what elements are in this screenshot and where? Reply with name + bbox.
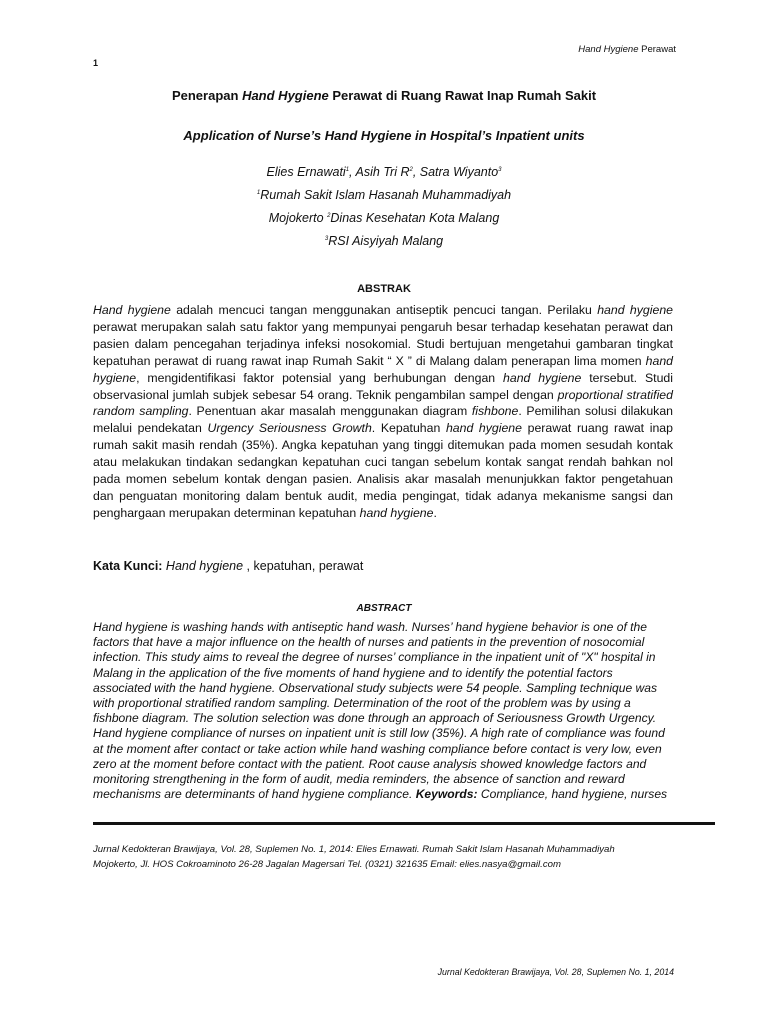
kata-kunci bbox=[93, 559, 673, 573]
author-2-sup: 2 bbox=[409, 166, 413, 173]
abstrak-heading: ABSTRAK bbox=[357, 283, 411, 295]
affiliation-2-text-a: Mojokerto bbox=[268, 211, 328, 225]
abstrak-seg: Hand hygiene bbox=[93, 303, 171, 317]
abstrak-seg: hand hygiene bbox=[597, 303, 673, 317]
abstract-heading: ABSTRACT bbox=[356, 603, 412, 614]
affiliation-2-text-b: Dinas Kesehatan Kota Malang bbox=[330, 211, 500, 225]
abstrak-seg: , mengidentifikasi faktor potensial yang berhubungan dengan bbox=[136, 370, 504, 385]
footnote-line-2: Mojokerto, Jl. HOS Cokroaminoto 26-28 Jagalan Magersari Tel. (0321) 321635 Email: elies.nasya@gmail.com bbox=[93, 859, 561, 870]
abstract-body bbox=[93, 620, 673, 802]
running-head-italic: Hand Hygiene bbox=[578, 44, 639, 55]
page-number: 1 bbox=[93, 58, 99, 68]
author-2: , Asih Tri R bbox=[349, 165, 410, 179]
affiliation-1 bbox=[0, 188, 768, 202]
abstrak-seg: adalah mencuci tangan menggunakan antiseptik pencuci tangan. Perilaku bbox=[170, 303, 598, 317]
abstrak-seg: . bbox=[433, 505, 437, 520]
kata-kunci-italic: Hand hygiene bbox=[162, 559, 247, 573]
abstract-keywords-label: Keywords: bbox=[415, 787, 478, 802]
abstrak-seg: hand hygiene bbox=[503, 370, 582, 385]
abstrak-seg: tersebut. Studi observasional jumlah subjek sebesar 54 orang. Teknik pengambilan sampel dengan bbox=[93, 370, 673, 402]
abstrak-seg: hand hygiene bbox=[93, 353, 673, 385]
running-head bbox=[578, 44, 676, 55]
title-indonesian bbox=[0, 88, 768, 103]
abstrak-seg: . Kepatuhan bbox=[371, 421, 446, 436]
abstrak-seg: proportional stratified random sampling bbox=[93, 387, 673, 419]
affiliation-3 bbox=[0, 234, 768, 248]
abstrak-body bbox=[93, 302, 673, 522]
abstract-keywords-text: Compliance, hand hygiene, nurses bbox=[477, 787, 668, 802]
abstrak-seg: . Penentuan akar masalah menggunakan diagram bbox=[188, 404, 472, 419]
kata-kunci-label: Kata Kunci: bbox=[93, 559, 163, 573]
author-3: , Satra Wiyanto bbox=[412, 165, 499, 179]
title-english: Application of Nurse’s Hand Hygiene in Hospital’s Inpatient units bbox=[183, 128, 585, 143]
author-1: Elies Ernawati bbox=[266, 165, 346, 179]
abstrak-seg: perawat merupakan salah satu faktor yang mempunyai pengaruh besar terhadap kesehatan perawat dan pasien dalam pencegahan terjadinya infeksi nosokomial. Studi bertujuan mengetahui gambaran tingkat kepatuhan perawat di ruang rawat inap Rumah Sakit “ X ” di Malang dalam penerapan lima momen bbox=[93, 319, 673, 368]
affiliation-2 bbox=[0, 211, 768, 225]
affiliation-1-sup: 1 bbox=[256, 189, 261, 196]
title-id-italic: Hand Hygiene bbox=[242, 88, 329, 103]
title-id-part2: Perawat di Ruang Rawat Inap Rumah Sakit bbox=[328, 88, 597, 103]
abstrak-seg: . Pemilihan solusi dilakukan melalui pendekatan bbox=[93, 404, 673, 436]
page-footer: Jurnal Kedokteran Brawijaya, Vol. 28, Suplemen No. 1, 2014 bbox=[437, 967, 674, 977]
affiliation-1-text: Rumah Sakit Islam Hasanah Muhammadiyah bbox=[260, 188, 512, 202]
affiliation-3-text: RSI Aisyiyah Malang bbox=[328, 234, 444, 248]
author-1-sup: 1 bbox=[345, 166, 350, 173]
abstrak-seg: hand hygiene bbox=[445, 421, 522, 436]
title-id-part1: Penerapan bbox=[171, 88, 243, 103]
author-3-sup: 3 bbox=[498, 166, 502, 173]
correspondence-footnote bbox=[93, 842, 693, 872]
affiliation-2-sup: 2 bbox=[327, 212, 331, 219]
section-divider bbox=[93, 822, 715, 825]
abstrak-seg: Urgency Seriousness Growth bbox=[207, 421, 372, 436]
kata-kunci-rest: , kepatuhan, perawat bbox=[246, 559, 364, 573]
abstract-text: Hand hygiene is washing hands with antiseptic hand wash. Nurses’ hand hygiene behavior is one of the factors that have a major influence on the health of nurses and patients in the prevention of nosocomial infection. This study aims to reveal the degree of nurses’ compliance in the inpatient unit of "X" hospital in Malang in the application of the five moments of hand hygiene and to identify the potential factors associated with the hand hygiene. Observational study subjects were 54 people. Sampling technique was with proportional stratified random sampling. Determination of the root of the problem was by using a fishbone diagram. The solution selection was done through an approach of Seriousness Growth Urgency. Hand hygiene compliance of nurses on inpatient unit is still low (35%). A high rate of compliance was found at the moment after contact or take action while hand washing compliance before contact is very low, even zero at the moment before contact with the patient. Root cause analysis showed knowledge factors and monitoring strengthening in the form of audit, media reminders, the absence of sanction and reward mechanisms are determinants of hand hygiene compliance. bbox=[93, 620, 665, 802]
abstrak-seg: perawat ruang rawat inap rumah sakit masih rendah (35%). Angka kepatuhan yang tinggi ditemukan pada momen sesudah kontak atau melakukan tindakan sedangkan kepatuhan cuci tangan sebelum kontak sangat rendah bahkan nol pada momen sebelum kontak dengan pasien. Analisis akar masalah menunjukkan faktor pengetahuan dan penguatan monitoring dalam bentuk audit, media pengingat, tidak adanya mekanisme sangsi dan penghargaan merupakan determinan kepatuhan bbox=[93, 421, 673, 520]
authors bbox=[0, 165, 768, 179]
abstrak-seg: fishbone bbox=[471, 404, 519, 419]
running-head-plain: Perawat bbox=[638, 44, 676, 55]
footnote-line-1: Jurnal Kedokteran Brawijaya, Vol. 28, Suplemen No. 1, 2014: Elies Ernawati. Rumah Sakit Islam Hasanah Muhammadiyah bbox=[93, 844, 615, 855]
abstrak-seg: hand hygiene bbox=[359, 505, 434, 520]
affiliation-3-sup: 3 bbox=[324, 235, 329, 242]
